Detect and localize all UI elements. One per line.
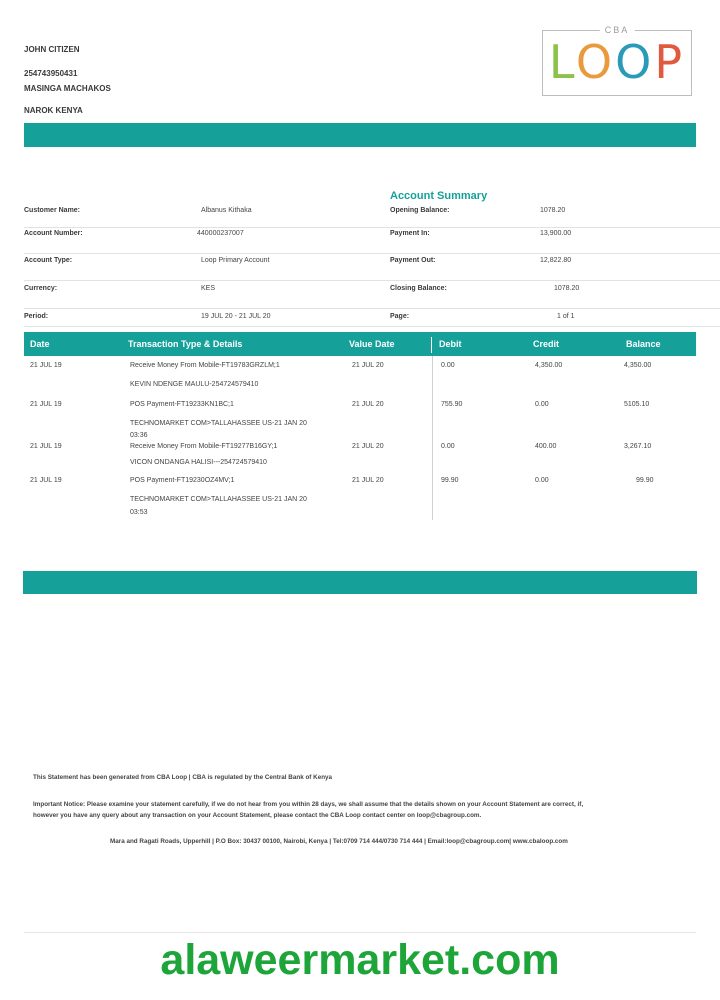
row-value-date: 21 JUL 20 bbox=[352, 401, 384, 408]
summary-label: Opening Balance: bbox=[390, 207, 450, 214]
row-details: Receive Money From Mobile-FT19277B16GY;1 bbox=[130, 443, 278, 450]
summary-label: Closing Balance: bbox=[390, 285, 447, 292]
row-balance: 99.90 bbox=[636, 477, 654, 484]
row-date: 21 JUL 19 bbox=[30, 362, 62, 369]
row-details-line3: 03:36 bbox=[130, 432, 148, 439]
row-debit: 99.90 bbox=[441, 477, 459, 484]
summary-label: Currency: bbox=[24, 285, 58, 292]
row-details-line2: TECHNOMARKET COM>TALLAHASSEE US-21 JAN 20 bbox=[130, 420, 307, 427]
row-details: Receive Money From Mobile-FT19783GRZLM;1 bbox=[130, 362, 280, 369]
footer-band bbox=[23, 571, 697, 594]
summary-value: 1078.20 bbox=[554, 285, 580, 292]
summary-label: Payment Out: bbox=[390, 257, 436, 264]
column-header-credit: Credit bbox=[533, 339, 560, 349]
summary-value: Loop Primary Account bbox=[201, 257, 270, 264]
row-debit: 0.00 bbox=[441, 362, 455, 369]
row-balance: 4,350.00 bbox=[624, 362, 652, 369]
row-credit: 0.00 bbox=[535, 401, 549, 408]
row-credit: 400.00 bbox=[535, 443, 557, 450]
summary-label: Payment In: bbox=[390, 230, 430, 237]
row-balance: 5105.10 bbox=[624, 401, 650, 408]
summary-value: KES bbox=[201, 285, 216, 292]
column-header-balance: Balance bbox=[626, 339, 661, 349]
summary-label: Account Number: bbox=[24, 230, 83, 237]
logo-cba-text: CBA bbox=[600, 25, 635, 35]
important-notice-line1: Important Notice: Please examine your statement carefully, if we do not hear from you within 28 days, we shall assume that the details shown on your Account Statement are correct, if, bbox=[33, 801, 584, 808]
summary-label: Period: bbox=[24, 313, 49, 320]
row-details-line2: VICON ONDANGA HALISI---254724579410 bbox=[130, 459, 267, 466]
contact-details: Mara and Ragati Roads, Upperhill | P.O Box: 30437 00100, Nairobi, Kenya | Tel:0709 714 444/0730 714 444 | Email:loop@cbagroup.com| www.cbaloop.com bbox=[110, 838, 568, 845]
row-balance: 3,267.10 bbox=[624, 443, 652, 450]
divider bbox=[24, 227, 720, 228]
divider bbox=[24, 308, 720, 309]
header-divider bbox=[431, 337, 432, 353]
regulation-statement: This Statement has been generated from CBA Loop | CBA is regulated by the Central Bank of Kenya bbox=[33, 774, 333, 781]
row-value-date: 21 JUL 20 bbox=[352, 477, 384, 484]
logo-loop-text: LOOP bbox=[548, 35, 686, 89]
divider bbox=[24, 280, 720, 281]
row-date: 21 JUL 19 bbox=[30, 443, 62, 450]
footer-divider bbox=[24, 932, 696, 933]
summary-value: 1 of 1 bbox=[557, 313, 575, 320]
account-summary-title: Account Summary bbox=[390, 190, 488, 202]
summary-value: 19 JUL 20 - 21 JUL 20 bbox=[201, 313, 271, 320]
summary-value: 440000237007 bbox=[197, 230, 244, 237]
row-value-date: 21 JUL 20 bbox=[352, 362, 384, 369]
row-details-line2: TECHNOMARKET COM>TALLAHASSEE US-21 JAN 20 bbox=[130, 496, 307, 503]
row-details: POS Payment-FT19233KN1BC;1 bbox=[130, 401, 234, 408]
row-credit: 4,350.00 bbox=[535, 362, 563, 369]
customer-name: JOHN CITIZEN bbox=[24, 45, 80, 54]
row-date: 21 JUL 19 bbox=[30, 477, 62, 484]
summary-value: 1078.20 bbox=[540, 207, 566, 214]
summary-label: Page: bbox=[390, 313, 410, 320]
row-value-date: 21 JUL 20 bbox=[352, 443, 384, 450]
summary-label: Account Type: bbox=[24, 257, 73, 264]
divider bbox=[24, 326, 720, 327]
divider bbox=[24, 253, 720, 254]
row-date: 21 JUL 19 bbox=[30, 401, 62, 408]
column-header-value-date: Value Date bbox=[349, 339, 395, 349]
watermark-text: alaweermarket.com bbox=[160, 936, 560, 984]
important-notice-line2: however you have any query about any transaction on your Account Statement, please contact the CBA Loop contact center on loop@cbagroup.com. bbox=[33, 812, 482, 819]
column-header-debit: Debit bbox=[439, 339, 462, 349]
row-debit: 0.00 bbox=[441, 443, 455, 450]
address-line-2: NAROK KENYA bbox=[24, 106, 83, 115]
row-debit: 755.90 bbox=[441, 401, 463, 408]
customer-phone: 254743950431 bbox=[24, 69, 78, 78]
summary-label: Customer Name: bbox=[24, 207, 81, 214]
column-header-date: Date bbox=[30, 339, 50, 349]
column-header-details: Transaction Type & Details bbox=[128, 339, 243, 349]
row-credit: 0.00 bbox=[535, 477, 549, 484]
row-details-line2: KEVIN NDENGE MAULU-254724579410 bbox=[130, 381, 259, 388]
row-details: POS Payment-FT19230OZ4MV;1 bbox=[130, 477, 235, 484]
table-column-separator bbox=[432, 356, 433, 520]
summary-value: Albanus Kithaka bbox=[201, 207, 252, 214]
row-details-line3: 03:53 bbox=[130, 509, 148, 516]
summary-value: 12,822.80 bbox=[540, 257, 572, 264]
header-band bbox=[24, 123, 696, 147]
address-line-1: MASINGA MACHAKOS bbox=[24, 84, 111, 93]
cba-loop-logo bbox=[542, 25, 692, 96]
summary-value: 13,900.00 bbox=[540, 230, 572, 237]
